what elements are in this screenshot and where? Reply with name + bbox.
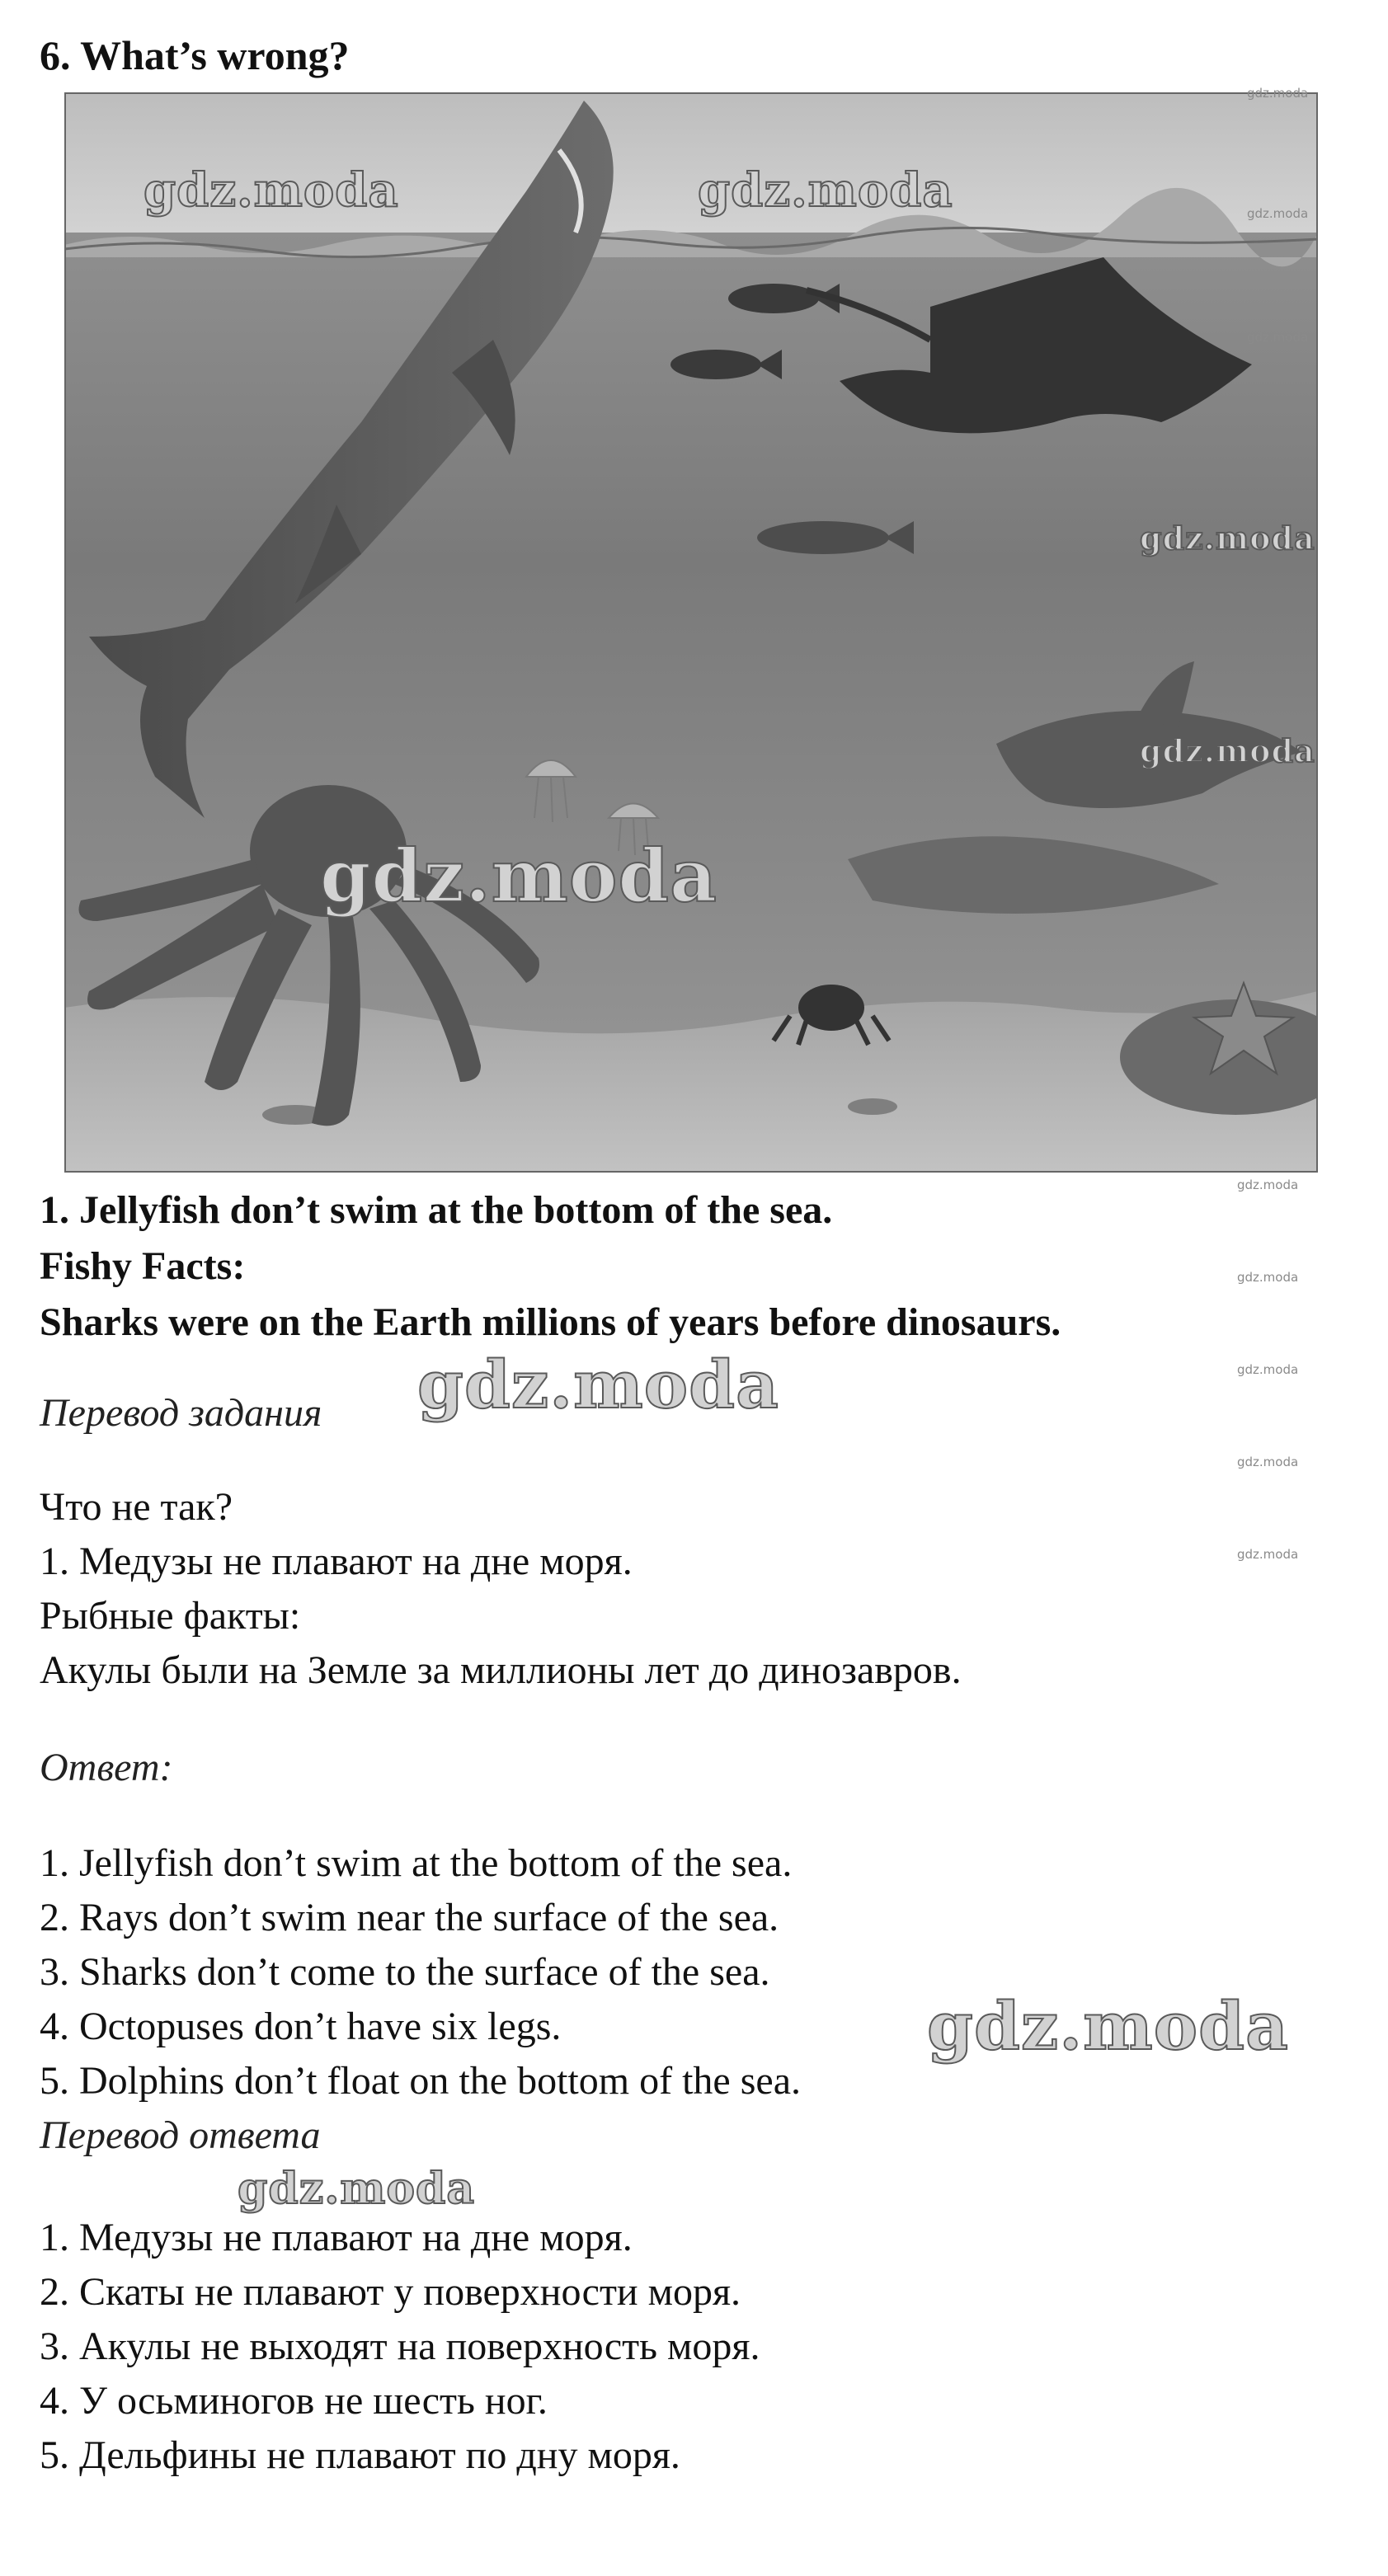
task-translation-line: Что не так?	[40, 1485, 233, 1529]
exercise-heading: 6. What’s wrong?	[40, 32, 350, 78]
watermark-small: gdz.moda	[1237, 1455, 1299, 1469]
task-translation-line: Акулы были на Земле за миллионы лет до динозавров.	[40, 1648, 962, 1692]
watermark-small: gdz.moda	[1247, 86, 1309, 101]
watermark: gdz.moda	[927, 1987, 1289, 2065]
answer-line: 3. Sharks don’t come to the surface of the sea.	[40, 1950, 770, 1994]
answer-translation-line: 1. Медузы не плавают на дне моря.	[40, 2216, 633, 2259]
answer-line: 4. Octopuses don’t have six legs.	[40, 2005, 562, 2048]
underwater-illustration	[64, 92, 1318, 1173]
watermark: gdz.moda	[320, 833, 718, 919]
watermark: gdz.moda	[1140, 732, 1315, 769]
answer-line: 1. Jellyfish don’t swim at the bottom of the sea.	[40, 1841, 793, 1885]
answer-label: Ответ:	[40, 1746, 173, 1789]
watermark: gdz.moda	[144, 163, 399, 218]
watermark-small: gdz.moda	[1237, 1362, 1299, 1377]
watermark-small: gdz.moda	[1247, 206, 1309, 221]
watermark: gdz.moda	[417, 1346, 779, 1423]
answer-translation-line: 5. Дельфины не плавают по дну моря.	[40, 2433, 680, 2477]
watermark: gdz.moda	[238, 2164, 476, 2214]
task-translation-label: Перевод задания	[40, 1391, 322, 1435]
watermark: gdz.moda	[698, 163, 953, 218]
answer-translation-label: Перевод ответа	[40, 2113, 321, 2157]
answer-translation-line: 2. Скаты не плавают у поверхности моря.	[40, 2270, 741, 2314]
answer-translation-line: 4. У осьминогов не шесть ног.	[40, 2379, 548, 2423]
answer-translation-line: 3. Акулы не выходят на поверхность моря.	[40, 2325, 760, 2368]
watermark: gdz.moda	[1140, 519, 1315, 557]
task-translation-line: Рыбные факты:	[40, 1594, 301, 1638]
watermark-small: gdz.moda	[1237, 1547, 1299, 1562]
watermark-small: gdz.moda	[1237, 1270, 1299, 1285]
watermark-small: gdz.moda	[1237, 1178, 1299, 1192]
answer-line: 5. Dolphins don’t float on the bottom of the sea.	[40, 2059, 801, 2103]
fishy-facts-title: Fishy Facts:	[40, 1244, 246, 1288]
watermark-small: gdz.moda	[1247, 330, 1309, 345]
fishy-fact: Sharks were on the Earth millions of years before dinosaurs.	[40, 1300, 1061, 1344]
answer-line: 2. Rays don’t swim near the surface of the sea.	[40, 1896, 779, 1939]
exercise-statement: 1. Jellyfish don’t swim at the bottom of the sea.	[40, 1188, 833, 1232]
task-translation-line: 1. Медузы не плавают на дне моря.	[40, 1539, 633, 1583]
